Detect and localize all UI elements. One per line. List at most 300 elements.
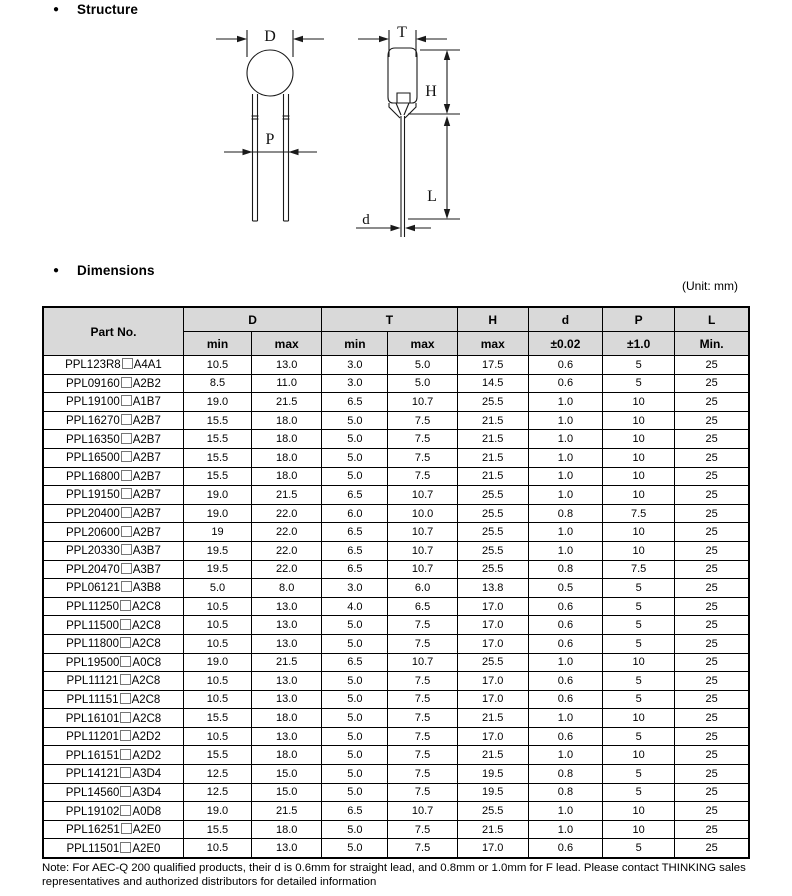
part-number-cell bbox=[43, 783, 183, 802]
dim-cell: 25 bbox=[675, 616, 749, 635]
dim-cell: 21.5 bbox=[252, 653, 322, 672]
dimensions-table bbox=[42, 306, 750, 859]
dim-cell: 1.0 bbox=[528, 486, 602, 505]
bullet-icon: ● bbox=[53, 3, 60, 15]
dim-cell: 5.0 bbox=[322, 448, 388, 467]
dim-label-T: T bbox=[397, 24, 407, 41]
dim-cell: 10 bbox=[603, 746, 675, 765]
subheader-L-min: Min. bbox=[675, 332, 749, 356]
dim-cell: 7.5 bbox=[603, 560, 675, 579]
dim-cell: 15.5 bbox=[183, 467, 251, 486]
dim-cell: 25 bbox=[675, 467, 749, 486]
dim-cell: 1.0 bbox=[528, 820, 602, 839]
dim-cell: 5.0 bbox=[322, 690, 388, 709]
dim-cell: 10 bbox=[603, 709, 675, 728]
col-header-d: d bbox=[528, 307, 602, 332]
dim-label-L: L bbox=[427, 188, 437, 205]
part-prefix: PPL11800 bbox=[66, 638, 119, 651]
dim-cell: 10.7 bbox=[388, 560, 457, 579]
part-suffix: A3B8 bbox=[132, 582, 161, 595]
unit-label: (Unit: mm) bbox=[682, 279, 738, 293]
dim-cell: 10.0 bbox=[388, 504, 457, 523]
dim-cell: 15.5 bbox=[183, 746, 251, 765]
dim-cell: 5.0 bbox=[322, 709, 388, 728]
dim-cell: 5 bbox=[603, 839, 675, 858]
dim-cell: 5 bbox=[603, 765, 675, 784]
dim-cell: 5 bbox=[603, 616, 675, 635]
dim-cell: 13.0 bbox=[252, 616, 322, 635]
dim-cell: 0.6 bbox=[528, 839, 602, 858]
part-suffix: A3D4 bbox=[132, 768, 162, 781]
dim-cell: 10.7 bbox=[388, 393, 457, 412]
dim-cell: 12.5 bbox=[183, 765, 251, 784]
part-code-placeholder-box bbox=[120, 749, 131, 760]
table-row bbox=[43, 393, 749, 412]
dim-cell: 1.0 bbox=[528, 430, 602, 449]
table-row bbox=[43, 616, 749, 635]
subheader-D-max: max bbox=[252, 332, 322, 356]
dim-cell: 21.5 bbox=[252, 486, 322, 505]
dim-cell: 25.5 bbox=[457, 393, 528, 412]
part-suffix: A2E0 bbox=[132, 824, 161, 837]
part-suffix: A3B7 bbox=[132, 563, 161, 576]
dim-cell: 15.0 bbox=[252, 783, 322, 802]
dim-cell: 19.0 bbox=[183, 653, 251, 672]
dim-cell: 0.6 bbox=[528, 356, 602, 375]
col-header-L: L bbox=[675, 307, 749, 332]
table-row bbox=[43, 430, 749, 449]
part-suffix: A2C8 bbox=[131, 619, 161, 632]
part-code-placeholder-box bbox=[121, 563, 132, 574]
dim-cell: 22.0 bbox=[252, 504, 322, 523]
part-suffix: A2B7 bbox=[132, 415, 161, 428]
part-code-placeholder-box bbox=[121, 470, 132, 481]
dim-cell: 13.0 bbox=[252, 634, 322, 653]
dim-cell: 6.5 bbox=[322, 802, 388, 821]
table-row bbox=[43, 690, 749, 709]
dim-cell: 13.0 bbox=[252, 672, 322, 691]
col-header-T: T bbox=[322, 307, 457, 332]
dim-cell: 0.5 bbox=[528, 579, 602, 598]
dim-label-D: D bbox=[264, 28, 276, 45]
dim-cell: 19 bbox=[183, 523, 251, 542]
dim-cell: 5.0 bbox=[322, 411, 388, 430]
part-prefix: PPL20400 bbox=[66, 508, 120, 521]
dim-cell: 7.5 bbox=[388, 616, 457, 635]
part-number-cell bbox=[43, 430, 183, 449]
part-number-cell bbox=[43, 802, 183, 821]
part-number-cell bbox=[43, 616, 183, 635]
dim-cell: 17.0 bbox=[457, 690, 528, 709]
part-number-cell bbox=[43, 765, 183, 784]
dim-cell: 17.0 bbox=[457, 634, 528, 653]
dim-cell: 17.0 bbox=[457, 616, 528, 635]
dim-cell: 10.5 bbox=[183, 616, 251, 635]
dim-cell: 1.0 bbox=[528, 393, 602, 412]
dim-cell: 5.0 bbox=[388, 374, 457, 393]
part-suffix: A3D4 bbox=[132, 786, 162, 799]
dim-cell: 5.0 bbox=[322, 839, 388, 858]
part-suffix: A0C8 bbox=[132, 656, 162, 669]
dim-cell: 10.7 bbox=[388, 541, 457, 560]
dim-cell: 7.5 bbox=[388, 709, 457, 728]
dim-cell: 15.5 bbox=[183, 448, 251, 467]
dim-cell: 13.0 bbox=[252, 356, 322, 375]
part-prefix: PPL19102 bbox=[65, 805, 120, 818]
dim-cell: 15.0 bbox=[252, 765, 322, 784]
part-prefix: PPL16270 bbox=[66, 415, 120, 428]
dim-cell: 17.0 bbox=[457, 727, 528, 746]
part-number-cell bbox=[43, 672, 183, 691]
dim-cell: 0.6 bbox=[528, 634, 602, 653]
part-code-placeholder-box bbox=[121, 414, 132, 425]
dim-cell: 4.0 bbox=[322, 597, 388, 616]
dim-cell: 6.5 bbox=[388, 597, 457, 616]
part-suffix: A2B7 bbox=[132, 433, 161, 446]
part-prefix: PPL11151 bbox=[66, 693, 119, 706]
dim-cell: 5.0 bbox=[322, 783, 388, 802]
dim-cell: 10 bbox=[603, 467, 675, 486]
dim-cell: 19.0 bbox=[183, 486, 251, 505]
dim-cell: 25 bbox=[675, 727, 749, 746]
part-suffix: A0D8 bbox=[132, 805, 162, 818]
dim-cell: 25 bbox=[675, 411, 749, 430]
dim-cell: 25.5 bbox=[457, 486, 528, 505]
dim-cell: 17.0 bbox=[457, 597, 528, 616]
table-row bbox=[43, 783, 749, 802]
dim-cell: 17.0 bbox=[457, 839, 528, 858]
dim-cell: 7.5 bbox=[388, 467, 457, 486]
dim-cell: 15.5 bbox=[183, 411, 251, 430]
dim-cell: 0.6 bbox=[528, 690, 602, 709]
dim-cell: 5.0 bbox=[322, 672, 388, 691]
dim-label-P: P bbox=[265, 131, 275, 148]
part-number-cell bbox=[43, 839, 183, 858]
table-row bbox=[43, 448, 749, 467]
table-row bbox=[43, 374, 749, 393]
dim-cell: 1.0 bbox=[528, 411, 602, 430]
part-code-placeholder-box bbox=[120, 674, 131, 685]
dim-cell: 7.5 bbox=[388, 411, 457, 430]
dim-cell: 5.0 bbox=[322, 430, 388, 449]
dim-cell: 0.8 bbox=[528, 765, 602, 784]
part-number-cell bbox=[43, 411, 183, 430]
dim-cell: 6.5 bbox=[322, 653, 388, 672]
part-prefix: PPL11500 bbox=[66, 619, 119, 632]
dim-cell: 25 bbox=[675, 802, 749, 821]
part-number-cell bbox=[43, 579, 183, 598]
dim-cell: 0.6 bbox=[528, 616, 602, 635]
part-number-cell bbox=[43, 690, 183, 709]
dim-cell: 5 bbox=[603, 727, 675, 746]
dim-cell: 17.0 bbox=[457, 672, 528, 691]
part-prefix: PPL14121 bbox=[65, 768, 120, 781]
dim-cell: 7.5 bbox=[388, 783, 457, 802]
part-prefix: PPL16151 bbox=[65, 749, 120, 762]
dim-cell: 1.0 bbox=[528, 653, 602, 672]
dim-cell: 10.7 bbox=[388, 802, 457, 821]
part-prefix: PPL19100 bbox=[66, 396, 120, 409]
table-row bbox=[43, 653, 749, 672]
dim-cell: 7.5 bbox=[388, 746, 457, 765]
dim-cell: 25 bbox=[675, 672, 749, 691]
col-header-H: H bbox=[457, 307, 528, 332]
part-code-placeholder-box bbox=[121, 544, 132, 555]
dim-cell: 19.5 bbox=[457, 765, 528, 784]
table-row bbox=[43, 560, 749, 579]
dim-cell: 18.0 bbox=[252, 467, 322, 486]
part-code-placeholder-box bbox=[121, 488, 132, 499]
part-prefix: PPL14560 bbox=[65, 786, 120, 799]
dim-cell: 5.0 bbox=[322, 616, 388, 635]
dim-cell: 0.6 bbox=[528, 597, 602, 616]
dim-cell: 6.5 bbox=[322, 541, 388, 560]
dim-cell: 15.5 bbox=[183, 430, 251, 449]
part-number-cell bbox=[43, 746, 183, 765]
dim-cell: 13.8 bbox=[457, 579, 528, 598]
part-code-placeholder-box bbox=[120, 600, 131, 611]
dim-cell: 25 bbox=[675, 765, 749, 784]
part-number-cell bbox=[43, 653, 183, 672]
dim-cell: 25 bbox=[675, 653, 749, 672]
dim-cell: 5.0 bbox=[183, 579, 251, 598]
dim-cell: 10.7 bbox=[388, 486, 457, 505]
part-code-placeholder-box bbox=[120, 805, 131, 816]
dim-cell: 6.5 bbox=[322, 523, 388, 542]
dim-cell: 19.0 bbox=[183, 504, 251, 523]
dim-cell: 5.0 bbox=[322, 820, 388, 839]
dim-cell: 8.0 bbox=[252, 579, 322, 598]
part-code-placeholder-box bbox=[120, 767, 131, 778]
dim-cell: 13.0 bbox=[252, 839, 322, 858]
part-prefix: PPL123R8 bbox=[65, 359, 121, 372]
dim-cell: 7.5 bbox=[388, 839, 457, 858]
table-row bbox=[43, 411, 749, 430]
dim-cell: 21.5 bbox=[252, 393, 322, 412]
dim-cell: 10 bbox=[603, 448, 675, 467]
dim-cell: 10 bbox=[603, 411, 675, 430]
part-suffix: A4A1 bbox=[133, 359, 162, 372]
part-suffix: A2D2 bbox=[131, 731, 161, 744]
dim-cell: 13.0 bbox=[252, 597, 322, 616]
dim-cell: 25 bbox=[675, 820, 749, 839]
col-header-D: D bbox=[183, 307, 321, 332]
part-code-placeholder-box bbox=[120, 786, 131, 797]
dim-cell: 21.5 bbox=[457, 467, 528, 486]
part-code-placeholder-box bbox=[120, 656, 131, 667]
dim-cell: 7.5 bbox=[388, 690, 457, 709]
dim-cell: 25.5 bbox=[457, 523, 528, 542]
dim-cell: 19.0 bbox=[183, 802, 251, 821]
dim-cell: 25 bbox=[675, 690, 749, 709]
dim-cell: 10 bbox=[603, 393, 675, 412]
subheader-H-max: max bbox=[457, 332, 528, 356]
dim-cell: 10 bbox=[603, 653, 675, 672]
dim-cell: 0.8 bbox=[528, 504, 602, 523]
footer-note: Note: For AEC-Q 200 qualified products, their d is 0.6mm for straight lead, and 0.8mm or 1.0mm for F lead. Please contact THINKING sales representatives and authorized distributors for detailed information bbox=[42, 862, 746, 888]
part-suffix: A2B7 bbox=[132, 526, 161, 539]
part-prefix: PPL16251 bbox=[66, 824, 120, 837]
table-header-row-1 bbox=[43, 307, 749, 332]
part-suffix: A2C8 bbox=[131, 693, 161, 706]
part-suffix: A2C8 bbox=[132, 712, 162, 725]
table-row bbox=[43, 541, 749, 560]
dim-cell: 10.5 bbox=[183, 690, 251, 709]
part-code-placeholder-box bbox=[121, 451, 132, 462]
dim-cell: 22.0 bbox=[252, 541, 322, 560]
dim-cell: 3.0 bbox=[322, 374, 388, 393]
part-suffix: A2C8 bbox=[131, 601, 161, 614]
subheader-d-tol: ±0.02 bbox=[528, 332, 602, 356]
part-code-placeholder-box bbox=[120, 842, 131, 853]
part-code-placeholder-box bbox=[120, 693, 131, 704]
dimensions-heading-label: Dimensions bbox=[77, 263, 155, 278]
dim-cell: 0.8 bbox=[528, 560, 602, 579]
dim-cell: 6.5 bbox=[322, 393, 388, 412]
part-prefix: PPL16101 bbox=[65, 712, 120, 725]
dim-cell: 15.5 bbox=[183, 709, 251, 728]
dim-cell: 18.0 bbox=[252, 709, 322, 728]
dim-cell: 25 bbox=[675, 356, 749, 375]
dim-cell: 7.5 bbox=[388, 765, 457, 784]
dim-cell: 19.5 bbox=[457, 783, 528, 802]
dim-cell: 5.0 bbox=[322, 765, 388, 784]
dim-cell: 0.6 bbox=[528, 727, 602, 746]
dim-cell: 3.0 bbox=[322, 356, 388, 375]
dim-cell: 8.5 bbox=[183, 374, 251, 393]
col-header-part-no: Part No. bbox=[43, 307, 183, 356]
dim-cell: 10 bbox=[603, 802, 675, 821]
dim-cell: 5 bbox=[603, 634, 675, 653]
part-number-cell bbox=[43, 393, 183, 412]
part-prefix: PPL20470 bbox=[66, 563, 120, 576]
part-suffix: A2B7 bbox=[132, 452, 161, 465]
part-suffix: A2C8 bbox=[131, 675, 161, 688]
part-number-cell bbox=[43, 541, 183, 560]
dim-cell: 22.0 bbox=[252, 523, 322, 542]
bullet-icon: ● bbox=[53, 264, 60, 276]
part-code-placeholder-box bbox=[120, 619, 131, 630]
table-row bbox=[43, 634, 749, 653]
part-code-placeholder-box bbox=[121, 507, 132, 518]
subheader-P-tol: ±1.0 bbox=[603, 332, 675, 356]
dim-cell: 6.5 bbox=[322, 560, 388, 579]
dim-cell: 21.5 bbox=[457, 430, 528, 449]
dim-cell: 7.5 bbox=[388, 820, 457, 839]
dim-cell: 7.5 bbox=[603, 504, 675, 523]
dim-cell: 13.0 bbox=[252, 727, 322, 746]
dim-cell: 17.5 bbox=[457, 356, 528, 375]
dim-cell: 25 bbox=[675, 486, 749, 505]
dim-cell: 6.0 bbox=[388, 579, 457, 598]
table-row bbox=[43, 709, 749, 728]
dim-cell: 18.0 bbox=[252, 448, 322, 467]
part-number-cell bbox=[43, 727, 183, 746]
part-number-cell bbox=[43, 486, 183, 505]
dim-cell: 18.0 bbox=[252, 746, 322, 765]
dim-cell: 6.0 bbox=[322, 504, 388, 523]
dim-cell: 25.5 bbox=[457, 560, 528, 579]
dim-cell: 7.5 bbox=[388, 727, 457, 746]
table-row bbox=[43, 802, 749, 821]
dim-cell: 5 bbox=[603, 672, 675, 691]
dim-cell: 10 bbox=[603, 486, 675, 505]
dim-label-d: d bbox=[362, 212, 370, 228]
part-number-cell bbox=[43, 467, 183, 486]
part-prefix: PPL11501 bbox=[66, 842, 120, 855]
dim-cell: 25 bbox=[675, 783, 749, 802]
part-prefix: PPL16500 bbox=[66, 452, 120, 465]
part-prefix: PPL16350 bbox=[66, 433, 120, 446]
dim-cell: 19.5 bbox=[183, 560, 251, 579]
table-row bbox=[43, 579, 749, 598]
dim-cell: 10.5 bbox=[183, 356, 251, 375]
dim-cell: 25.5 bbox=[457, 541, 528, 560]
dim-cell: 1.0 bbox=[528, 448, 602, 467]
part-code-placeholder-box bbox=[122, 358, 133, 369]
part-suffix: A2B7 bbox=[132, 470, 161, 483]
part-number-cell bbox=[43, 448, 183, 467]
dim-cell: 1.0 bbox=[528, 541, 602, 560]
dim-cell: 1.0 bbox=[528, 467, 602, 486]
dim-cell: 25 bbox=[675, 430, 749, 449]
dim-cell: 12.5 bbox=[183, 783, 251, 802]
part-code-placeholder-box bbox=[121, 581, 132, 592]
part-prefix: PPL11201 bbox=[66, 731, 119, 744]
dim-cell: 25.5 bbox=[457, 504, 528, 523]
dim-cell: 10.5 bbox=[183, 672, 251, 691]
table-row bbox=[43, 820, 749, 839]
dim-cell: 5 bbox=[603, 356, 675, 375]
dim-cell: 25 bbox=[675, 709, 749, 728]
dim-cell: 10 bbox=[603, 820, 675, 839]
dim-cell: 7.5 bbox=[388, 672, 457, 691]
dim-cell: 5.0 bbox=[322, 727, 388, 746]
part-suffix: A3B7 bbox=[132, 545, 161, 558]
part-prefix: PPL11121 bbox=[66, 675, 119, 688]
dim-cell: 21.5 bbox=[252, 802, 322, 821]
subheader-D-min: min bbox=[183, 332, 251, 356]
dim-cell: 10.7 bbox=[388, 653, 457, 672]
dim-cell: 10.5 bbox=[183, 727, 251, 746]
dim-cell: 15.5 bbox=[183, 820, 251, 839]
dim-cell: 6.5 bbox=[322, 486, 388, 505]
part-number-cell bbox=[43, 504, 183, 523]
part-number-cell bbox=[43, 560, 183, 579]
dim-cell: 10 bbox=[603, 541, 675, 560]
part-prefix: PPL20330 bbox=[66, 545, 120, 558]
dim-cell: 1.0 bbox=[528, 709, 602, 728]
part-number-cell bbox=[43, 634, 183, 653]
dim-cell: 25 bbox=[675, 523, 749, 542]
part-prefix: PPL11250 bbox=[66, 601, 119, 614]
dim-cell: 25 bbox=[675, 374, 749, 393]
part-number-cell bbox=[43, 597, 183, 616]
structure-diagram bbox=[0, 0, 792, 256]
part-number-cell bbox=[43, 709, 183, 728]
part-code-placeholder-box bbox=[121, 433, 132, 444]
part-number-cell bbox=[43, 356, 183, 375]
dim-cell: 1.0 bbox=[528, 523, 602, 542]
part-code-placeholder-box bbox=[121, 526, 132, 537]
table-row bbox=[43, 727, 749, 746]
part-number-cell bbox=[43, 523, 183, 542]
part-suffix: A2B2 bbox=[132, 377, 161, 390]
part-number-cell bbox=[43, 374, 183, 393]
dim-cell: 0.6 bbox=[528, 374, 602, 393]
dim-cell: 19.0 bbox=[183, 393, 251, 412]
part-suffix: A2C8 bbox=[131, 638, 161, 651]
